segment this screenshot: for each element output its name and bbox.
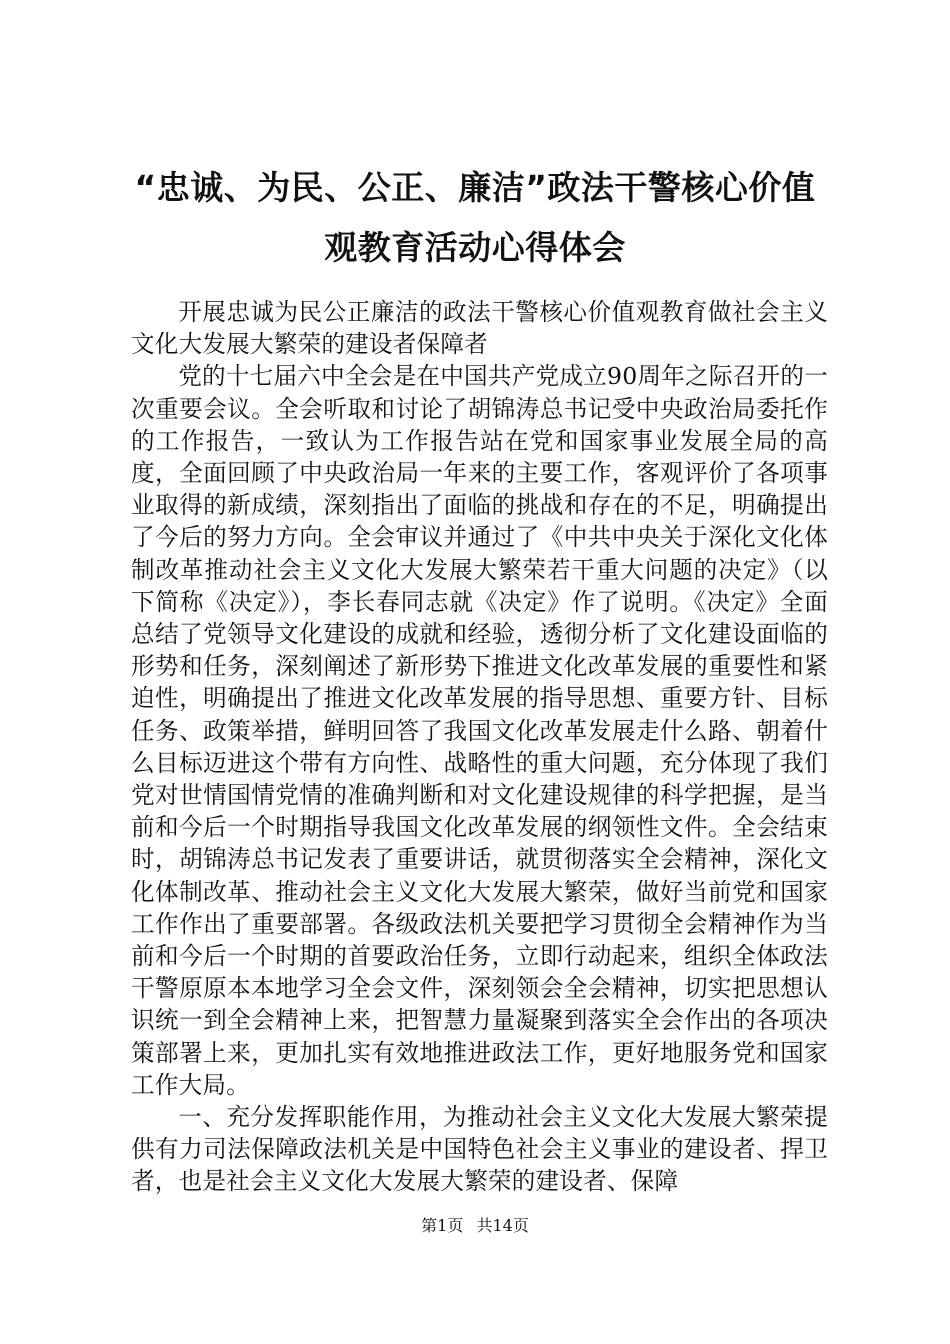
page-footer <box>0 1214 950 1238</box>
paragraph-section-one: 一、充分发挥职能作用，为推动社会主义文化大发展大繁荣提供有力司法保障政法机关是中国特色社会主义事业的建设者、捍卫者，也是社会主义文化大发展大繁荣的建设者、保障 <box>131 1103 828 1196</box>
paragraph-main: 党的十七届六中全会是在中国共产党成立90周年之际召开的一次重要会议。全会听取和讨论了胡锦涛总书记受中央政治局委托作的工作报告，一致认为工作报告站在党和国家事业发展全局的高度，全面回顾了中央政治局一年来的主要工作，客观评价了各项事业取得的新成绩，深刻指出了面临的挑战和存在的不足，明确提出了今后的努力方向。全会审议并通过了《中共中央关于深化文化体制改革推动社会主义文化大发展大繁荣若干重大问题的决定》（以下简称《决定》），李长春同志就《决定》作了说明。《决定》全面总结了党领导文化建设的成就和经验，透彻分析了文化建设面临的形势和任务，深刻阐述了新形势下推进文化改革发展的重要性和紧迫性，明确提出了推进文化改革发展的指导思想、重要方针、目标任务、政策举措，鲜明回答了我国文化改革发展走什么路、朝着什么目标迈进这个带有方向性、战略性的重大问题，充分体现了我们党对世情国情党情的准确判断和对文化建设规律的科学把握，是当前和今后一个时期指导我国文化改革发展的纲领性文件。全会结束时，胡锦涛总书记发表了重要讲话，就贯彻落实全会精神，深化文化体制改革、推动社会主义文化大发展大繁荣，做好当前党和国家工作作出了重要部署。各级政法机关要把学习贯彻全会精神作为当前和今后一个时期的首要政治任务，立即行动起来，组织全体政法干警原原本本地学习全会文件，深刻领会全会精神，切实把思想认识统一到全会精神上来，把智慧力量凝聚到落实全会作出的各项决策部署上来，更加扎实有效地推进政法工作，更好地服务党和国家工作大局。 <box>131 362 828 1099</box>
document-body <box>131 296 828 1198</box>
paragraph-subtitle: 开展忠诚为民公正廉洁的政法干警核心价值观教育做社会主义文化大发展大繁荣的建设者保障者 <box>131 298 828 359</box>
document-title: “忠诚、为民、公正、廉洁”政法干警核心价值观教育活动心得体会 <box>134 168 816 267</box>
page-number: 第1页 <box>421 1216 464 1235</box>
page-total: 共14页 <box>476 1216 529 1235</box>
